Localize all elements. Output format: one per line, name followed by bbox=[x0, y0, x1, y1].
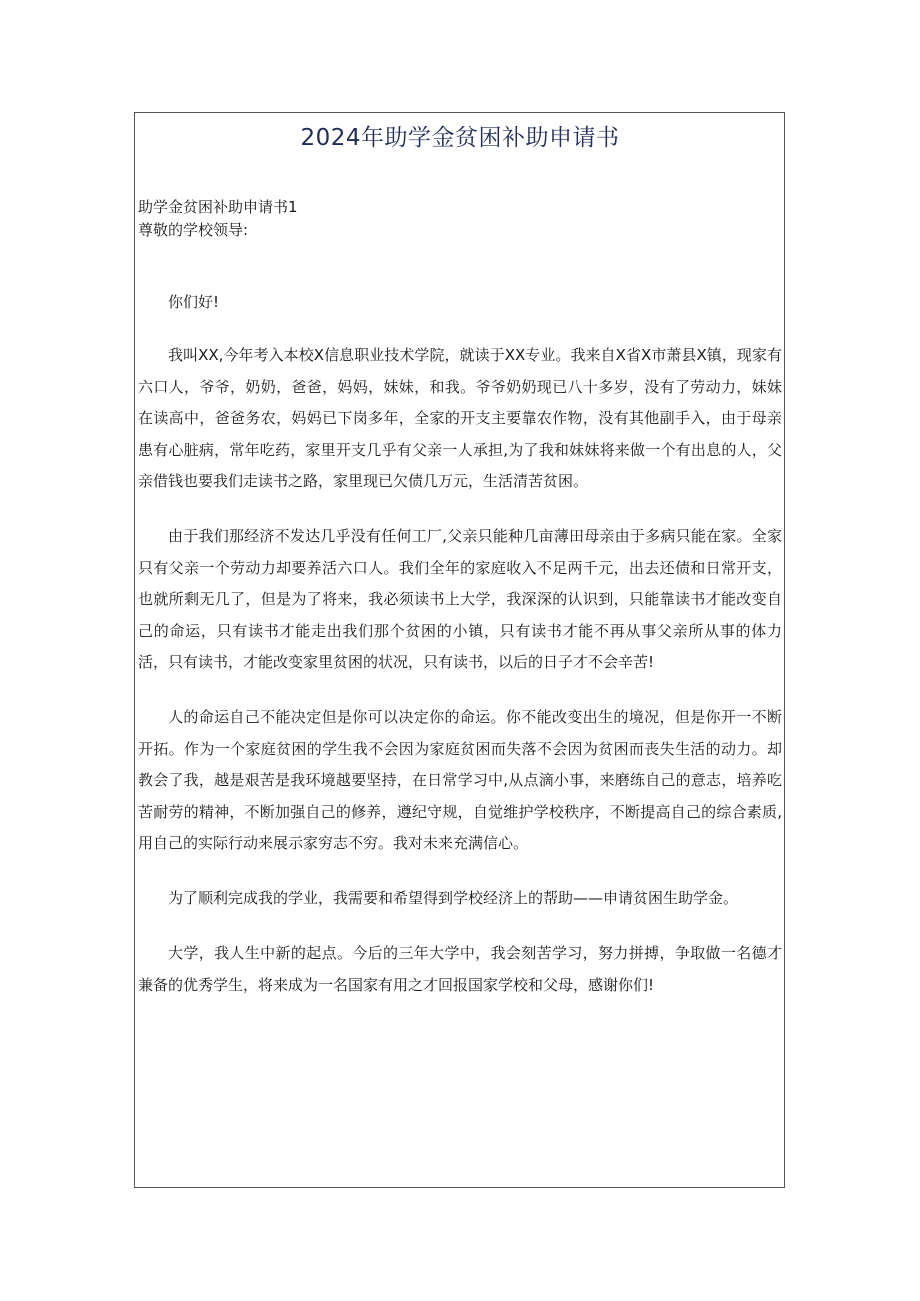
document-title: 2024年助学金贫困补助申请书 bbox=[300, 125, 620, 151]
section-heading: 助学金贫困补助申请书1 bbox=[138, 198, 298, 216]
body-paragraph-2: 由于我们那经济不发达几乎没有任何工厂,父亲只能种几亩薄田母亲由于多病只能在家。全家只有父亲一个劳动力却要养活六口人。我们全年的家庭收入不足两千元，出去还债和日常开支，也就所剩无几了，但是为了将来，我必须读书上大学，我深深的认识到，只能靠读书才能改变自己的命运，只有读书才能走出我们那个贫困的小镇，只有读书才能不再从事父亲所从事的体力活，只有读书，才能改变家里贫困的状况，只有读书，以后的日子才不会辛苦! bbox=[138, 527, 782, 671]
body-paragraph-3: 人的命运自己不能决定但是你可以决定你的命运。你不能改变出生的境况，但是你开一不断开拓。作为一个家庭贫困的学生我不会因为家庭贫困而失落不会因为贫困而丧失生活的动力。却教会了我，越是艰苦是我环境越要坚持，在日常学习中,从点滴小事，来磨练自己的意志，培养吃苦耐劳的精神，不断加强自己的修养，遵纪守规，自觉维护学校秩序，不断提高自己的综合素质,用自己的实际行动来展示家穷志不穷。我对未来充满信心。 bbox=[138, 708, 782, 852]
letter-body bbox=[138, 340, 782, 1025]
salutation-line: 你们好! bbox=[168, 293, 220, 311]
body-paragraph-5: 大学，我人生中新的起点。今后的三年大学中，我会刻苦学习，努力拼搏，争取做一名德才兼备的优秀学生，将来成为一名国家有用之才回报国家学校和父母，感谢你们! bbox=[138, 944, 782, 994]
greeting-line: 尊敬的学校领导: bbox=[138, 221, 249, 239]
body-paragraph-4: 为了顺利完成我的学业，我需要和希望得到学校经济上的帮助——申请贫困生助学金。 bbox=[168, 889, 739, 907]
body-paragraph-1: 我叫XX,今年考入本校X信息职业技术学院，就读于XX专业。我来自X省X市萧县X镇，现家有六口人，爷爷，奶奶，爸爸，妈妈，妹妹，和我。爷爷奶奶现已八十多岁，没有了劳动力，妹妹在读高中，爸爸务农，妈妈已下岗多年，全家的开支主要靠农作物，没有其他副手入，由于母亲患有心脏病，常年吃药，家里开支几乎有父亲一人承担,为了我和妹妹将来做一个有出息的人，父亲借钱也要我们走读书之路，家里现已欠债几万元，生活清苦贫困。 bbox=[138, 346, 782, 490]
